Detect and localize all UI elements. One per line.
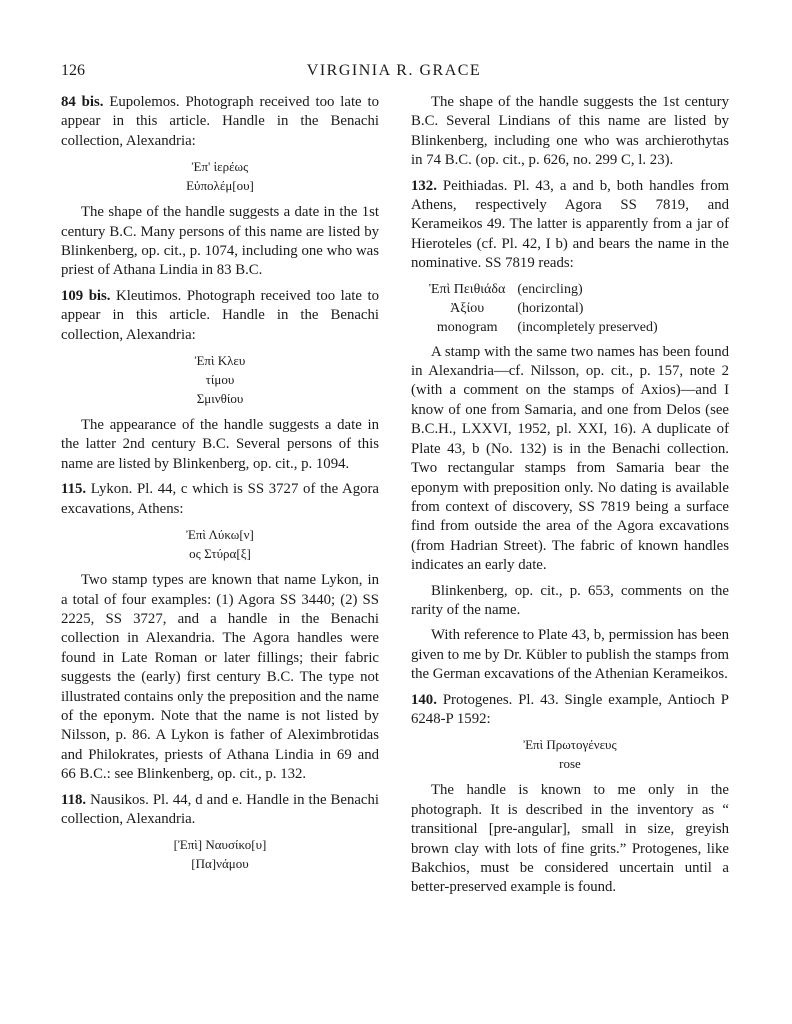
entry-118 bbox=[61, 791, 379, 874]
entry-text: Eupolemos. Photograph received too late to appear in this article. Handle in the Benachi collection, Alexandria: bbox=[61, 94, 379, 149]
running-title: VIRGINIA R. GRACE bbox=[306, 62, 482, 79]
stamp-line: [Ἐπὶ] Ναυσίκο[υ] bbox=[173, 837, 267, 853]
stamp-row bbox=[423, 318, 664, 337]
entry-paragraph: A stamp with the same two names has been found in Alexandria—cf. Nilsson, op. cit., p. 157, note 2 (with a comment on the stamps of Axios)—and I know of one from Samaria, and one from Delos (see B.C.H., LXXVI, 1952, pl. XXI, 16). A duplicate of Plate 43, b (No. 132) is in the Benachi collection. Two rectangular stamps from Samaria bear the eponym with preposition only. No dating is available from context of discovery, SS 7819 being a surface find from outside the area of the Agora excavations (from Hadrian Street). The fabric of known handles indicates an early date. bbox=[411, 343, 729, 574]
entry-paragraph: The handle is known to me only in the photograph. It is described in the inventory as “ transitional [pre-angular], small in size, greyish brown clay with lots of fine grits.” Protogenes, like Bakchios, must be considered uncertain until a better-preserved example is found. bbox=[411, 782, 729, 896]
entry-140 bbox=[411, 691, 729, 898]
entry-text: Peithiadas. Pl. 43, a and b, both handles from Athens, respectively Agora SS 7819, and Kerameikos 49. The latter is apparently from a jar of Hieroteles (cf. Pl. 42, I b) and bears the name in the nominative. SS 7819 reads: bbox=[411, 177, 730, 272]
entry-heading bbox=[61, 480, 379, 519]
entry-text: Lykon. Pl. 44, c which is SS 3727 of the Agora excavations, Athens: bbox=[61, 481, 379, 517]
entry-text: Protogenes. Pl. 43. Single example, Antioch P 6248-P 1592: bbox=[411, 691, 730, 727]
entry-132 bbox=[411, 177, 729, 685]
entry-heading bbox=[411, 691, 729, 730]
stamp-inscription bbox=[411, 735, 729, 773]
stamp-description-table bbox=[423, 280, 664, 337]
entry-text: Kleutimos. Photograph received too late to appear in this article. Handle in the Benachi collection, Alexandria: bbox=[61, 287, 379, 343]
stamp-text: monogram bbox=[436, 319, 498, 335]
entry-paragraph: Two stamp types are known that name Lykon, in a total of four examples: (1) Agora SS 3440; (2) SS 2225, SS 3727, and a handle in the Benachi collection in Alexandria. The Agora handles were found in Late Roman or later fillings; their fabric suggests the (early) first century B.C. The type not illustrated contains only the preposition and the name of the eponym. Note that the name is not listed by Nilsson, p. 86. A Lykon is father of Aleximbrotidas and Philokrates, priests of Athana Lindia in 69 and 66 B.C.: see Blinkenberg, op. cit., p. 132. bbox=[61, 572, 379, 783]
stamp-line: τίμου bbox=[205, 372, 235, 388]
entry-number: 132. bbox=[411, 177, 437, 194]
stamp-line: Ἐπὶ Κλευ bbox=[194, 353, 246, 369]
left-column bbox=[61, 93, 379, 881]
stamp-row bbox=[423, 280, 664, 299]
stamp-line: Ἐπὶ Λύκω[ν] bbox=[186, 527, 254, 543]
stamp-line: Εὐπολέμ[ου] bbox=[186, 178, 254, 194]
stamp-text: Ἀξίου bbox=[450, 300, 485, 316]
stamp-position: (incompletely preserved) bbox=[517, 319, 658, 335]
entry-paragraph: The shape of the handle suggests a date in the 1st century B.C. Many persons of this name are listed by Blinkenberg, op. cit., p. 1074, including one who was priest of Athana Lindia in 83 B.C. bbox=[61, 204, 379, 279]
stamp-row bbox=[423, 299, 664, 318]
stamp-position: (horizontal) bbox=[517, 300, 584, 316]
stamp-inscription bbox=[61, 525, 379, 563]
entry-paragraph: Blinkenberg, op. cit., p. 653, comments on the rarity of the name. bbox=[411, 582, 729, 618]
stamp-line: Σμινθίου bbox=[196, 391, 244, 407]
entry-84-bis bbox=[61, 93, 379, 281]
stamp-text: Ἐπὶ Πειθιάδα bbox=[429, 281, 506, 297]
stamp-line: [Πα]νάμου bbox=[191, 856, 249, 872]
entry-heading bbox=[61, 287, 379, 345]
entry-heading bbox=[61, 791, 379, 830]
stamp-inscription bbox=[61, 835, 379, 873]
stamp-inscription bbox=[61, 157, 379, 195]
entry-number: 140. bbox=[411, 691, 437, 708]
entry-115 bbox=[61, 480, 379, 784]
page-number: 126 bbox=[61, 62, 85, 79]
continued-paragraph: The shape of the handle suggests the 1st century B.C. Several Lindians of this name are listed by Blinkenberg, including one who was archierothytas in 74 B.C. (op. cit., p. 626, no. 299 C, l. 23). bbox=[411, 94, 729, 169]
entry-paragraph: The appearance of the handle suggests a date in the latter 2nd century B.C. Several persons of this name are listed by Blinkenberg, op. cit., p. 1094. bbox=[61, 417, 379, 472]
entry-number: 115. bbox=[61, 481, 87, 498]
page-header bbox=[61, 62, 727, 86]
entry-number: 84 bis. bbox=[61, 94, 104, 110]
right-column bbox=[411, 93, 729, 904]
entry-number: 118. bbox=[61, 791, 87, 808]
entry-heading bbox=[61, 93, 379, 151]
entry-text: Nausikos. Pl. 44, d and e. Handle in the Benachi collection, Alexandria. bbox=[61, 791, 379, 827]
stamp-inscription bbox=[61, 351, 379, 408]
stamp-line: Ἐπ' ἱερέως bbox=[191, 159, 249, 175]
entry-paragraph: With reference to Plate 43, b, permission has been given to me by Dr. Kübler to publish the stamps from the German excavations of the Athenian Kerameikos. bbox=[411, 627, 729, 683]
stamp-position: (encircling) bbox=[517, 281, 583, 297]
stamp-line: ος Στύρα[ξ] bbox=[189, 546, 251, 562]
entry-number: 109 bis. bbox=[61, 287, 111, 304]
stamp-line: rose bbox=[559, 756, 581, 772]
entry-heading bbox=[411, 177, 729, 274]
entry-109-bis bbox=[61, 287, 379, 474]
stamp-line: Ἐπὶ Πρωτογένευς bbox=[523, 737, 617, 753]
